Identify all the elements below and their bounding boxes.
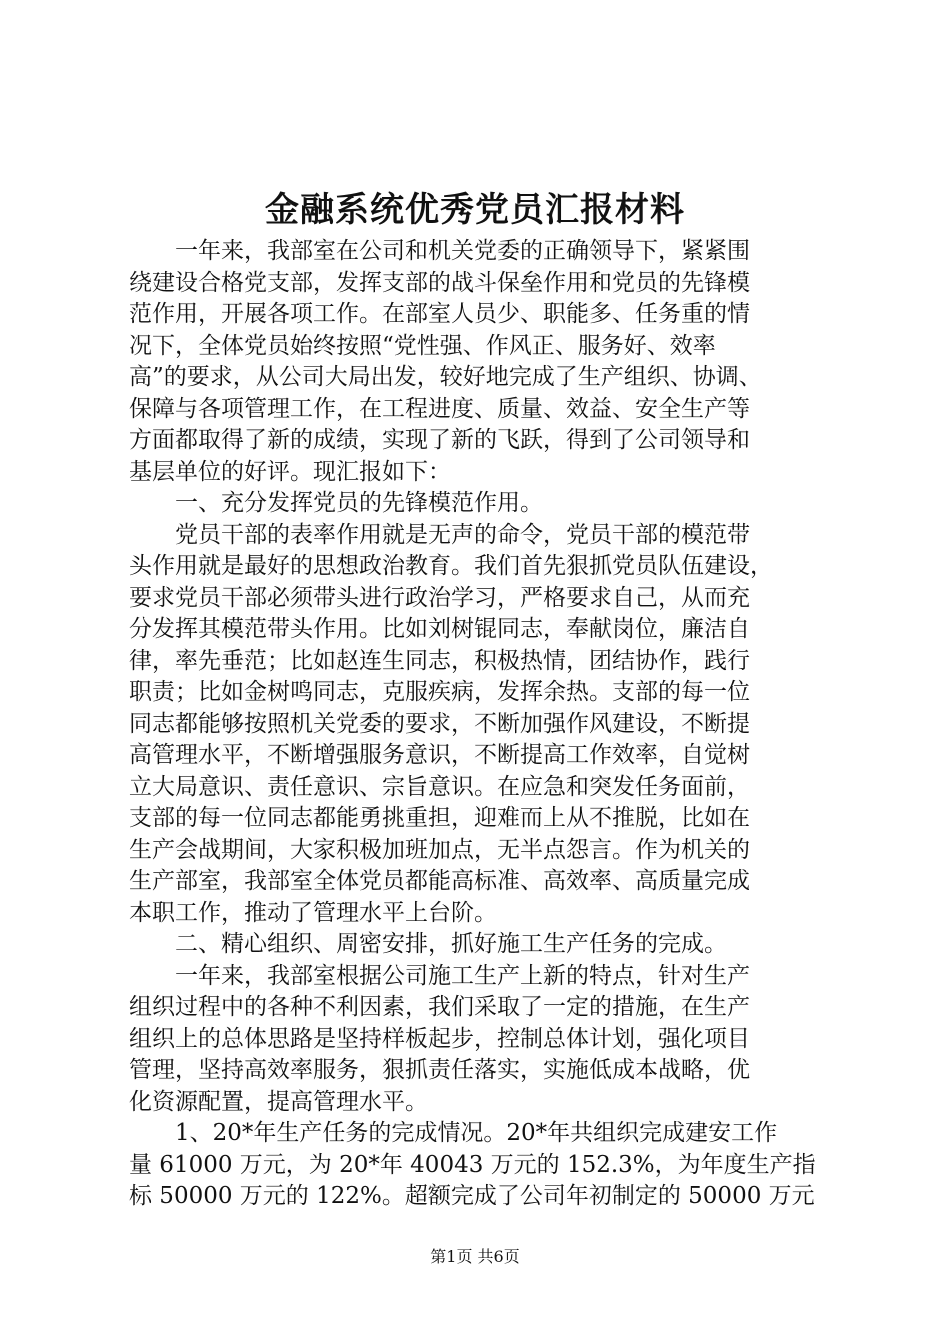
document-title: 金融系统优秀党员汇报材料 — [265, 190, 685, 230]
text-line: 党员干部的表率作用就是无声的命令，党员干部的模范带 — [129, 521, 750, 548]
text-line: 基层单位的好评。现汇报如下： — [129, 458, 451, 485]
text-line: 标 50000 万元的 122%。超额完成了公司年初制定的 50000 万元 — [129, 1183, 815, 1209]
text-line: 生产部室，我部室全体党员都能高标准、高效率、高质量完成 — [129, 868, 750, 894]
text-line: 支部的每一位同志都能勇挑重担，迎难而上从不推脱，比如在 — [129, 805, 750, 831]
text-line: 同志都能够按照机关党委的要求，不断加强作风建设，不断提 — [129, 710, 750, 737]
text-line: 范作用，开展各项工作。在部室人员少、职能多、任务重的情 — [129, 301, 750, 327]
text-line: 绕建设合格党支部，发挥支部的战斗保垒作用和党员的先锋模 — [129, 269, 750, 296]
text-line: 一年来，我部室根据公司施工生产上新的特点，针对生产 — [129, 962, 750, 989]
text-line: 组织过程中的各种不利因素，我们采取了一定的措施，在生产 — [129, 994, 750, 1020]
text-line: 生产会战期间，大家积极加班加点，无半点怨言。作为机关的 — [129, 836, 750, 863]
text-line: 化资源配置，提高管理水平。 — [129, 1088, 428, 1115]
text-line: 况下，全体党员始终按照“党性强、作风正、服务好、效率 — [129, 332, 716, 359]
text-line: 高管理水平，不断增强服务意识，不断提高工作效率，自觉树 — [129, 742, 750, 768]
text-line: 保障与各项管理工作，在工程进度、质量、效益、安全生产等 — [129, 395, 750, 422]
text-line: 管理，坚持高效率服务，狠抓责任落实，实施低成本战略，优 — [129, 1057, 750, 1083]
page-footer: 第1页 共6页 — [430, 1247, 520, 1266]
text-line: 高”的要求，从公司大局出发，较好地完成了生产组织、协调、 — [129, 364, 762, 390]
text-line: 量 61000 万元，为 20*年 40043 万元的 152.3%，为年度生产指 — [129, 1151, 816, 1178]
text-line: 职责；比如金树鸣同志，克服疾病，发挥余热。支部的每一位 — [129, 679, 750, 705]
text-line: 立大局意识、责任意识、宗旨意识。在应急和突发任务面前， — [129, 773, 750, 800]
text-line: 方面都取得了新的成绩，实现了新的飞跃，得到了公司领导和 — [129, 427, 750, 453]
document-body — [129, 236, 829, 1213]
text-line: 本职工作，推动了管理水平上台阶。 — [129, 899, 497, 926]
text-line: 分发挥其模范带头作用。比如刘树锟同志，奉献岗位，廉洁自 — [129, 616, 750, 642]
text-line: 一年来，我部室在公司和机关党委的正确领导下，紧紧围 — [129, 238, 750, 264]
text-line: 头作用就是最好的思想政治教育。我们首先狠抓党员队伍建设， — [129, 553, 773, 579]
text-line: 一、充分发挥党员的先锋模范作用。 — [129, 490, 543, 516]
text-line: 要求党员干部必须带头进行政治学习，严格要求自己，从而充 — [129, 584, 750, 611]
text-line: 律，率先垂范；比如赵连生同志，积极热情，团结协作，践行 — [129, 647, 750, 674]
text-line: 组织上的总体思路是坚持样板起步，控制总体计划，强化项目 — [129, 1025, 750, 1052]
text-line: 二、精心组织、周密安排，抓好施工生产任务的完成。 — [129, 931, 727, 957]
text-line: 1、20*年生产任务的完成情况。20*年共组织完成建安工作 — [129, 1120, 778, 1146]
